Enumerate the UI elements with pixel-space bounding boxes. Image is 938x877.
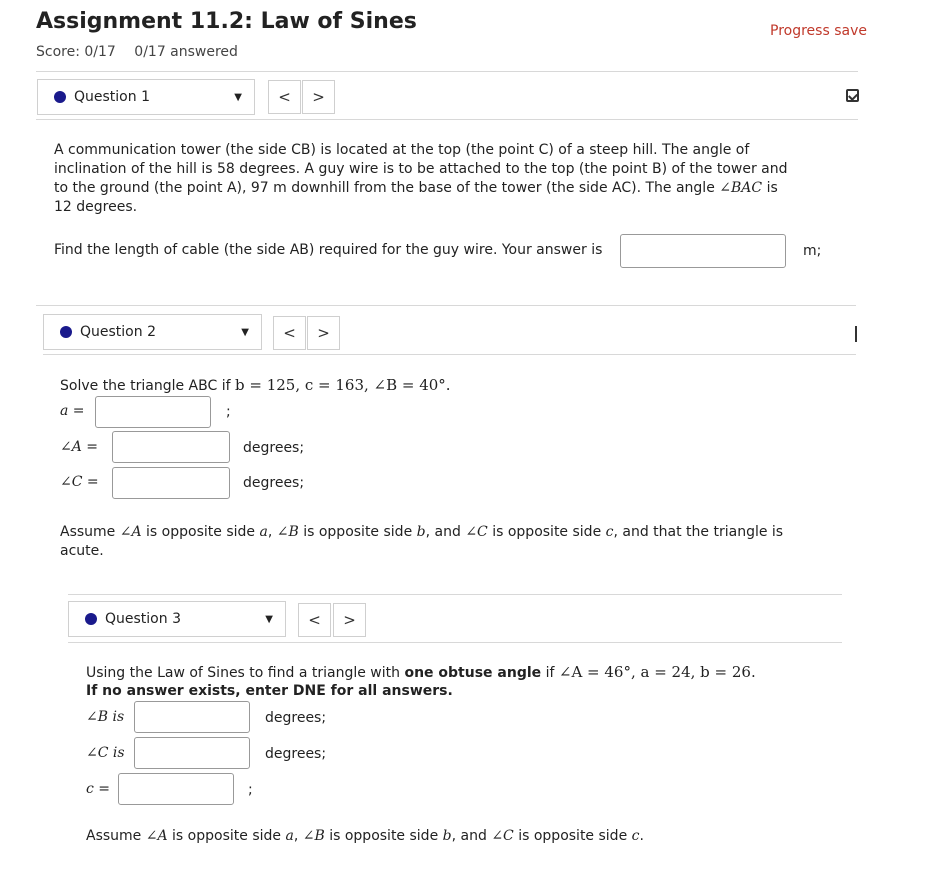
- text-cursor: [855, 326, 857, 342]
- status-dot-icon: [54, 91, 66, 103]
- q2-assume-text: [60, 523, 840, 561]
- q2-assume-line: [60, 523, 840, 542]
- q3-line-1: [86, 663, 756, 681]
- q3-B-input[interactable]: [134, 701, 250, 733]
- text: is opposite side: [146, 524, 256, 540]
- text: if: [545, 665, 555, 681]
- q1-divider: [36, 119, 858, 120]
- q2-a-input[interactable]: [95, 396, 211, 428]
- text: , and: [451, 828, 487, 844]
- q2-top-divider: [36, 305, 856, 306]
- progress-status: Progress save: [770, 23, 867, 39]
- q2-A-label: ∠A =: [60, 439, 99, 455]
- q3-given-math: ∠A = 46°, a = 24, b = 26.: [558, 663, 756, 681]
- text: is opposite side: [303, 524, 413, 540]
- math: b: [416, 524, 426, 540]
- q1-line: inclination of the hill is 58 degrees. A guy wire is to be attached to the top (the point B) of the tower and: [54, 161, 788, 177]
- q2-A-unit: degrees;: [243, 440, 305, 456]
- q1-prompt: Find the length of cable (the side AB) required for the guy wire. Your answer is: [54, 242, 603, 258]
- math: ∠B: [276, 524, 299, 540]
- q2-assume-line: acute.: [60, 543, 104, 559]
- page-title: Assignment 11.2: Law of Sines: [36, 9, 417, 34]
- submit-check-icon[interactable]: [846, 89, 859, 102]
- q3-divider: [68, 642, 842, 643]
- score-line: [36, 44, 252, 60]
- caret-down-icon: ▼: [265, 613, 273, 625]
- text: .: [639, 828, 644, 844]
- q2-C-label: ∠C =: [60, 474, 99, 490]
- q1-next-button[interactable]: >: [302, 80, 335, 114]
- q2-a-suffix: ;: [226, 404, 231, 420]
- text: Assume: [86, 828, 142, 844]
- q2-a-label: a =: [60, 403, 85, 419]
- q3-next-button[interactable]: >: [333, 603, 366, 637]
- q1-answer-input[interactable]: [620, 234, 786, 268]
- status-dot-icon: [60, 326, 72, 338]
- question-2-select[interactable]: [43, 314, 262, 350]
- q2-given-math: b = 125, c = 163, ∠B = 40°.: [234, 376, 451, 394]
- q1-line: A communication tower (the side CB) is located at the top (the point C) of a steep hill. The angle of: [54, 142, 750, 158]
- answered-count: 0/17 answered: [134, 44, 238, 60]
- math: ∠A: [145, 828, 168, 844]
- text: ,: [267, 524, 273, 540]
- math: c: [631, 828, 640, 844]
- question-3-label: Question 3: [105, 611, 181, 627]
- text: is opposite side: [492, 524, 602, 540]
- math: ∠C: [465, 524, 488, 540]
- q2-A-input[interactable]: [112, 431, 230, 463]
- q1-problem-text: [54, 141, 834, 217]
- question-2-label: Question 2: [80, 324, 156, 340]
- math: c: [605, 524, 614, 540]
- q2-next-button[interactable]: >: [307, 316, 340, 350]
- q2-C-unit: degrees;: [243, 475, 305, 491]
- q3-C-unit: degrees;: [265, 746, 327, 762]
- q1-line: 12 degrees.: [54, 199, 138, 215]
- text: , and that the triangle is: [613, 524, 784, 540]
- q3-line-2: If no answer exists, enter DNE for all answers.: [86, 683, 453, 699]
- text: , and: [425, 524, 461, 540]
- bold-text: one obtuse angle: [404, 665, 542, 681]
- q3-B-label: ∠B is: [86, 709, 125, 725]
- math: a: [285, 828, 294, 844]
- q3-C-label: ∠C is: [86, 745, 125, 761]
- status-dot-icon: [85, 613, 97, 625]
- question-1-label: Question 1: [74, 89, 150, 105]
- math: b: [442, 828, 452, 844]
- q1-line-text: is: [766, 180, 778, 196]
- q3-c-label: c =: [86, 781, 111, 797]
- text: is opposite side: [172, 828, 282, 844]
- caret-down-icon: ▼: [241, 326, 249, 338]
- q2-solve-line: [60, 376, 451, 394]
- text: is opposite side: [329, 828, 439, 844]
- math: ∠B: [302, 828, 325, 844]
- q2-prev-button[interactable]: <: [273, 316, 306, 350]
- math: ∠A: [119, 524, 142, 540]
- q1-prev-button[interactable]: <: [268, 80, 301, 114]
- question-1-select[interactable]: [37, 79, 255, 115]
- text: ,: [293, 828, 299, 844]
- q3-c-input[interactable]: [118, 773, 234, 805]
- q2-solve-text: Solve the triangle ABC if: [60, 378, 231, 394]
- q1-unit: m;: [803, 243, 822, 259]
- q2-divider: [43, 354, 856, 355]
- caret-down-icon: ▼: [234, 91, 242, 103]
- question-3-select[interactable]: [68, 601, 286, 637]
- q2-C-input[interactable]: [112, 467, 230, 499]
- q1-line: [54, 179, 834, 198]
- header-divider: [36, 71, 858, 72]
- math: ∠C: [491, 828, 514, 844]
- q3-assume-line: [86, 828, 644, 844]
- score-text: Score: 0/17: [36, 44, 116, 60]
- q3-B-unit: degrees;: [265, 710, 327, 726]
- text: Using the Law of Sines to find a triangle with: [86, 665, 400, 681]
- q1-angle-math: ∠BAC: [719, 180, 763, 196]
- q3-c-suffix: ;: [248, 782, 253, 798]
- text: Assume: [60, 524, 116, 540]
- math: a: [259, 524, 268, 540]
- text: is opposite side: [518, 828, 628, 844]
- q3-C-input[interactable]: [134, 737, 250, 769]
- q3-top-divider: [68, 594, 842, 595]
- q3-prev-button[interactable]: <: [298, 603, 331, 637]
- q1-line-text: to the ground (the point A), 97 m downhill from the base of the tower (the side AC). The angle: [54, 180, 715, 196]
